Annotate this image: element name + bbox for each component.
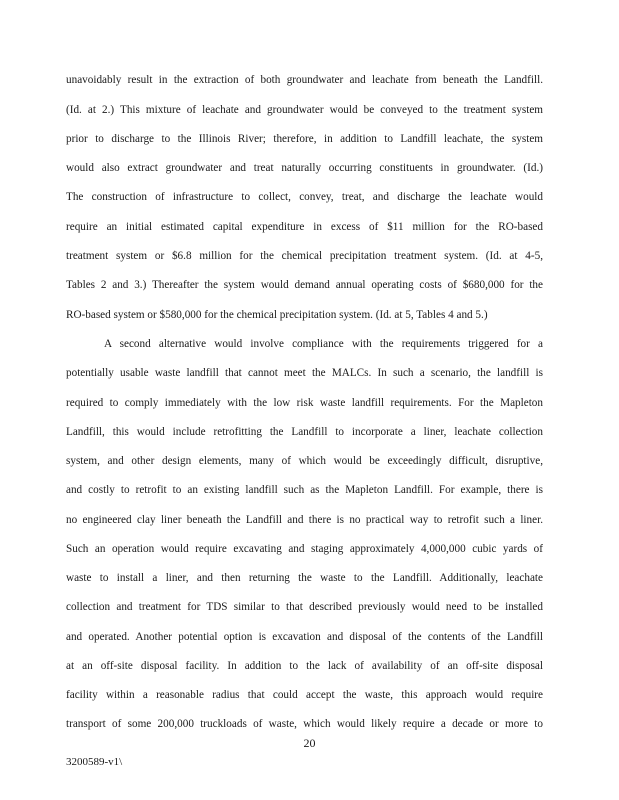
text-line: Tables 2 and 3.) Thereafter the system would demand annual operating costs of $680,000 for the — [66, 279, 543, 291]
text-line: potentially usable waste landfill that cannot meet the MALCs. In such a scenario, the landfill is — [66, 367, 543, 379]
text-line: unavoidably result in the extraction of both groundwater and leachate from beneath the Landfill. — [66, 74, 543, 86]
text-line: treatment system or $6.8 million for the chemical precipitation treatment system. (Id. at 4-5, — [66, 250, 543, 262]
text-line: The construction of infrastructure to collect, convey, treat, and discharge the leachate would — [66, 191, 543, 203]
text-line: A second alternative would involve compliance with the requirements triggered for a — [104, 338, 543, 350]
text-line: require an initial estimated capital expenditure in excess of $11 million for the RO-based — [66, 221, 543, 233]
text-line: no engineered clay liner beneath the Landfill and there is no practical way to retrofit such a liner. — [66, 514, 543, 526]
text-line: facility within a reasonable radius that could accept the waste, this approach would require — [66, 689, 543, 701]
text-line: Such an operation would require excavating and staging approximately 4,000,000 cubic yards of — [66, 543, 543, 555]
text-line: prior to discharge to the Illinois River; therefore, in addition to Landfill leachate, the system — [66, 133, 543, 145]
document-id: 3200589-v1\ — [66, 756, 123, 768]
text-line: transport of some 200,000 truckloads of waste, which would likely require a decade or more to — [66, 718, 543, 730]
text-line: system, and other design elements, many of which would be exceedingly difficult, disruptive, — [66, 455, 543, 467]
text-line: collection and treatment for TDS similar to that described previously would need to be installed — [66, 601, 543, 613]
text-line: and costly to retrofit to an existing landfill such as the Mapleton Landfill. For example, there is — [66, 484, 543, 496]
text-line: Landfill, this would include retrofitting the Landfill to incorporate a liner, leachate collection — [66, 426, 543, 438]
text-line: waste to install a liner, and then returning the waste to the Landfill. Additionally, leachate — [66, 572, 543, 584]
page-number: 20 — [303, 736, 316, 750]
text-line: RO-based system or $580,000 for the chemical precipitation system. (Id. at 5, Tables 4 and 5.) — [66, 309, 488, 321]
text-line: (Id. at 2.) This mixture of leachate and groundwater would be conveyed to the treatment system — [66, 104, 543, 116]
text-line: at an off-site disposal facility. In addition to the lack of availability of an off-site disposal — [66, 660, 543, 672]
text-line: would also extract groundwater and treat naturally occurring constituents in groundwater. (Id.) — [66, 162, 543, 174]
text-line: and operated. Another potential option is excavation and disposal of the contents of the Landfill — [66, 631, 543, 643]
text-line: required to comply immediately with the low risk waste landfill requirements. For the Mapleton — [66, 397, 543, 409]
